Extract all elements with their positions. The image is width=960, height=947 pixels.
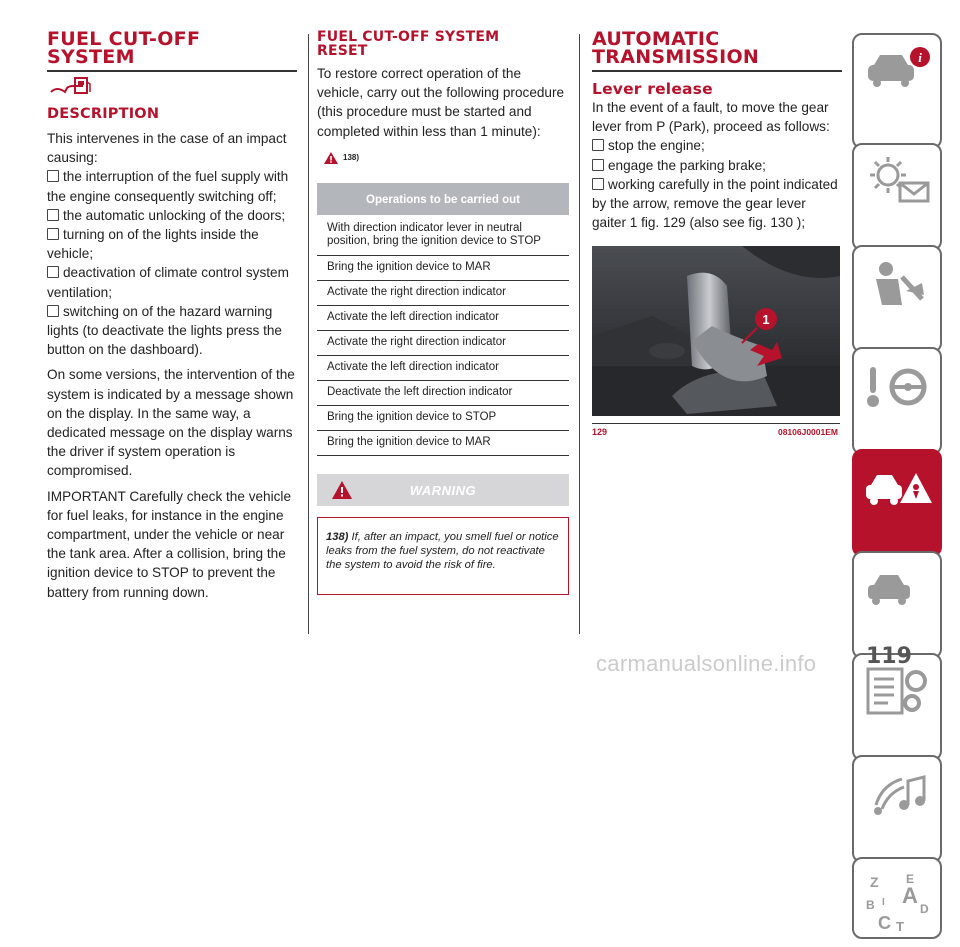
fuel-cutoff-icon	[49, 76, 93, 98]
svg-text:T: T	[896, 919, 904, 933]
column-reset	[317, 30, 569, 595]
table-cell: Deactivate the left direction indicator	[317, 380, 569, 405]
svg-text:A: A	[902, 883, 918, 908]
title-line-1: FUEL CUT-OFF	[47, 28, 201, 50]
figure-129	[592, 246, 840, 446]
table-row	[317, 380, 569, 405]
figure-rule	[592, 423, 840, 424]
table-cell: Bring the ignition device to STOP	[317, 405, 569, 430]
paragraph-display: On some versions, the intervention of the system is indicated by a message shown on the display. In the same way, a dedicated message on the display warns the driver if system operation is compromised.	[47, 367, 295, 479]
index-icon	[862, 867, 934, 933]
page-number: 119	[866, 644, 912, 669]
title-line-2: SYSTEM	[47, 46, 135, 68]
warning-text: If, after an impact, you smell fuel or notice leaks from the fuel system, do not reactivate the system to avoid the risk of fire.	[326, 530, 559, 572]
maintenance-icon	[862, 561, 934, 621]
bullet-box-icon	[47, 266, 59, 278]
bullet-box-icon	[592, 139, 604, 151]
tab-warning-lights[interactable]	[852, 143, 942, 251]
heading-line-1: FUEL CUT-OFF SYSTEM	[317, 29, 500, 45]
svg-text:i: i	[918, 50, 922, 65]
bullet-box-icon	[592, 178, 604, 190]
table-cell: Bring the ignition device to MAR	[317, 430, 569, 455]
svg-text:C: C	[878, 913, 891, 933]
table-cell: Activate the left direction indicator	[317, 305, 569, 330]
multimedia-icon	[862, 765, 934, 825]
bullet-box-icon	[47, 228, 59, 240]
svg-text:D: D	[920, 902, 929, 916]
bullet-box-icon	[47, 305, 59, 317]
emergency-icon	[862, 459, 934, 519]
heading-reset	[317, 30, 569, 58]
table-row	[317, 305, 569, 330]
list-item	[592, 136, 842, 155]
table-row	[317, 430, 569, 455]
driving-icon	[862, 357, 934, 417]
table-cell: Bring the ignition device to MAR	[317, 255, 569, 280]
paragraph-important: IMPORTANT Carefully check the vehicle for fuel leaks, for instance in the engine compartment, under the vehicle or near the tank area. After a collision, bring the ignition device to STOP to prevent the battery from running down.	[47, 488, 292, 600]
warning-ref-number: 138)	[343, 152, 360, 162]
title-line-1: AUTOMATIC	[592, 28, 720, 50]
title-line-2: TRANSMISSION	[592, 46, 760, 68]
heading-line-2: RESET	[317, 43, 368, 59]
column-transmission	[592, 28, 842, 437]
intro-text: This intervenes in the case of an impact causing:	[47, 131, 287, 166]
list-item	[592, 156, 842, 175]
table-row	[317, 255, 569, 280]
technical-data-icon	[862, 663, 934, 723]
operations-table	[317, 183, 569, 456]
list-item	[47, 302, 297, 360]
warning-header	[317, 474, 569, 506]
section-lever-release: Lever release	[592, 80, 713, 98]
figure-code: 08106J0001EM	[777, 427, 838, 437]
tab-driving[interactable]	[852, 347, 942, 455]
tab-safety[interactable]	[852, 245, 942, 353]
column-fuel-cutoff	[47, 30, 297, 602]
list-item-text: switching on of the hazard warning lights (to deactivate the lights press the button on the dashboard).	[47, 303, 282, 358]
list-item-text: deactivation of climate control system ventilation;	[47, 265, 289, 300]
svg-text:E: E	[906, 872, 915, 886]
table-row	[317, 405, 569, 430]
callout-number: 1	[762, 312, 770, 327]
svg-text:Z: Z	[870, 874, 879, 890]
tab-emergency[interactable]	[852, 449, 942, 557]
warning-label: WARNING	[409, 482, 477, 498]
list-item	[47, 206, 297, 225]
list-item-text: working carefully in the point indicated by the arrow, remove the gear lever gaiter 1 fig. 129 (also see fig. 130 );	[592, 176, 838, 231]
table-row	[317, 215, 569, 256]
figure-number: 129	[592, 427, 608, 437]
chapter-sidebar	[852, 33, 942, 947]
bullet-box-icon	[47, 209, 59, 221]
list-item-text: engage the parking brake;	[608, 157, 766, 173]
lever-intro: In the event of a fault, to move the gear lever from P (Park), proceed as follows:	[592, 100, 830, 135]
tab-car-info[interactable]	[852, 33, 942, 149]
svg-text:I: I	[882, 897, 885, 908]
list-item	[592, 175, 842, 233]
list-item	[47, 263, 297, 301]
table-header: Operations to be carried out	[317, 183, 569, 215]
page-title-transmission	[592, 30, 842, 66]
gear-lever-photo	[592, 246, 840, 416]
table-cell: Activate the right direction indicator	[317, 280, 569, 305]
bullet-box-icon	[592, 159, 604, 171]
car-info-icon	[862, 43, 934, 93]
tab-multimedia[interactable]	[852, 755, 942, 863]
tab-technical-data[interactable]	[852, 653, 942, 761]
reset-intro: To restore correct operation of the vehicle, carry out the following procedure (this procedure must be started and completed within less than 1 minute):	[317, 66, 565, 139]
page-title-fuel-cutoff	[47, 30, 297, 66]
section-description: DESCRIPTION	[47, 106, 160, 122]
safety-icon	[862, 255, 934, 315]
list-item-text: the interruption of the fuel supply with the engine consequently switching off;	[47, 169, 289, 204]
warning-triangle-icon	[323, 151, 339, 165]
tab-maintenance[interactable]	[852, 551, 942, 659]
svg-text:B: B	[866, 898, 875, 912]
table-row	[317, 280, 569, 305]
table-cell: With direction indicator lever in neutral position, bring the ignition device to STOP	[317, 215, 569, 256]
table-row	[317, 355, 569, 380]
list-item	[47, 225, 297, 263]
watermark: carmanualsonline.info	[596, 651, 817, 676]
title-rule	[592, 70, 842, 72]
title-rule	[47, 70, 297, 72]
list-item-text: the automatic unlocking of the doors;	[63, 207, 286, 223]
warning-number: 138)	[326, 530, 349, 543]
warning-lights-icon	[862, 153, 934, 213]
warning-ref	[317, 149, 569, 169]
table-row	[317, 330, 569, 355]
table-cell: Activate the left direction indicator	[317, 355, 569, 380]
table-cell: Activate the right direction indicator	[317, 330, 569, 355]
tab-index[interactable]	[852, 857, 942, 939]
warning-body	[317, 517, 569, 595]
bullet-box-icon	[47, 170, 59, 182]
list-item	[47, 167, 297, 205]
list-item-text: stop the engine;	[608, 138, 705, 154]
list-item-text: turning on of the lights inside the vehicle;	[47, 227, 259, 262]
